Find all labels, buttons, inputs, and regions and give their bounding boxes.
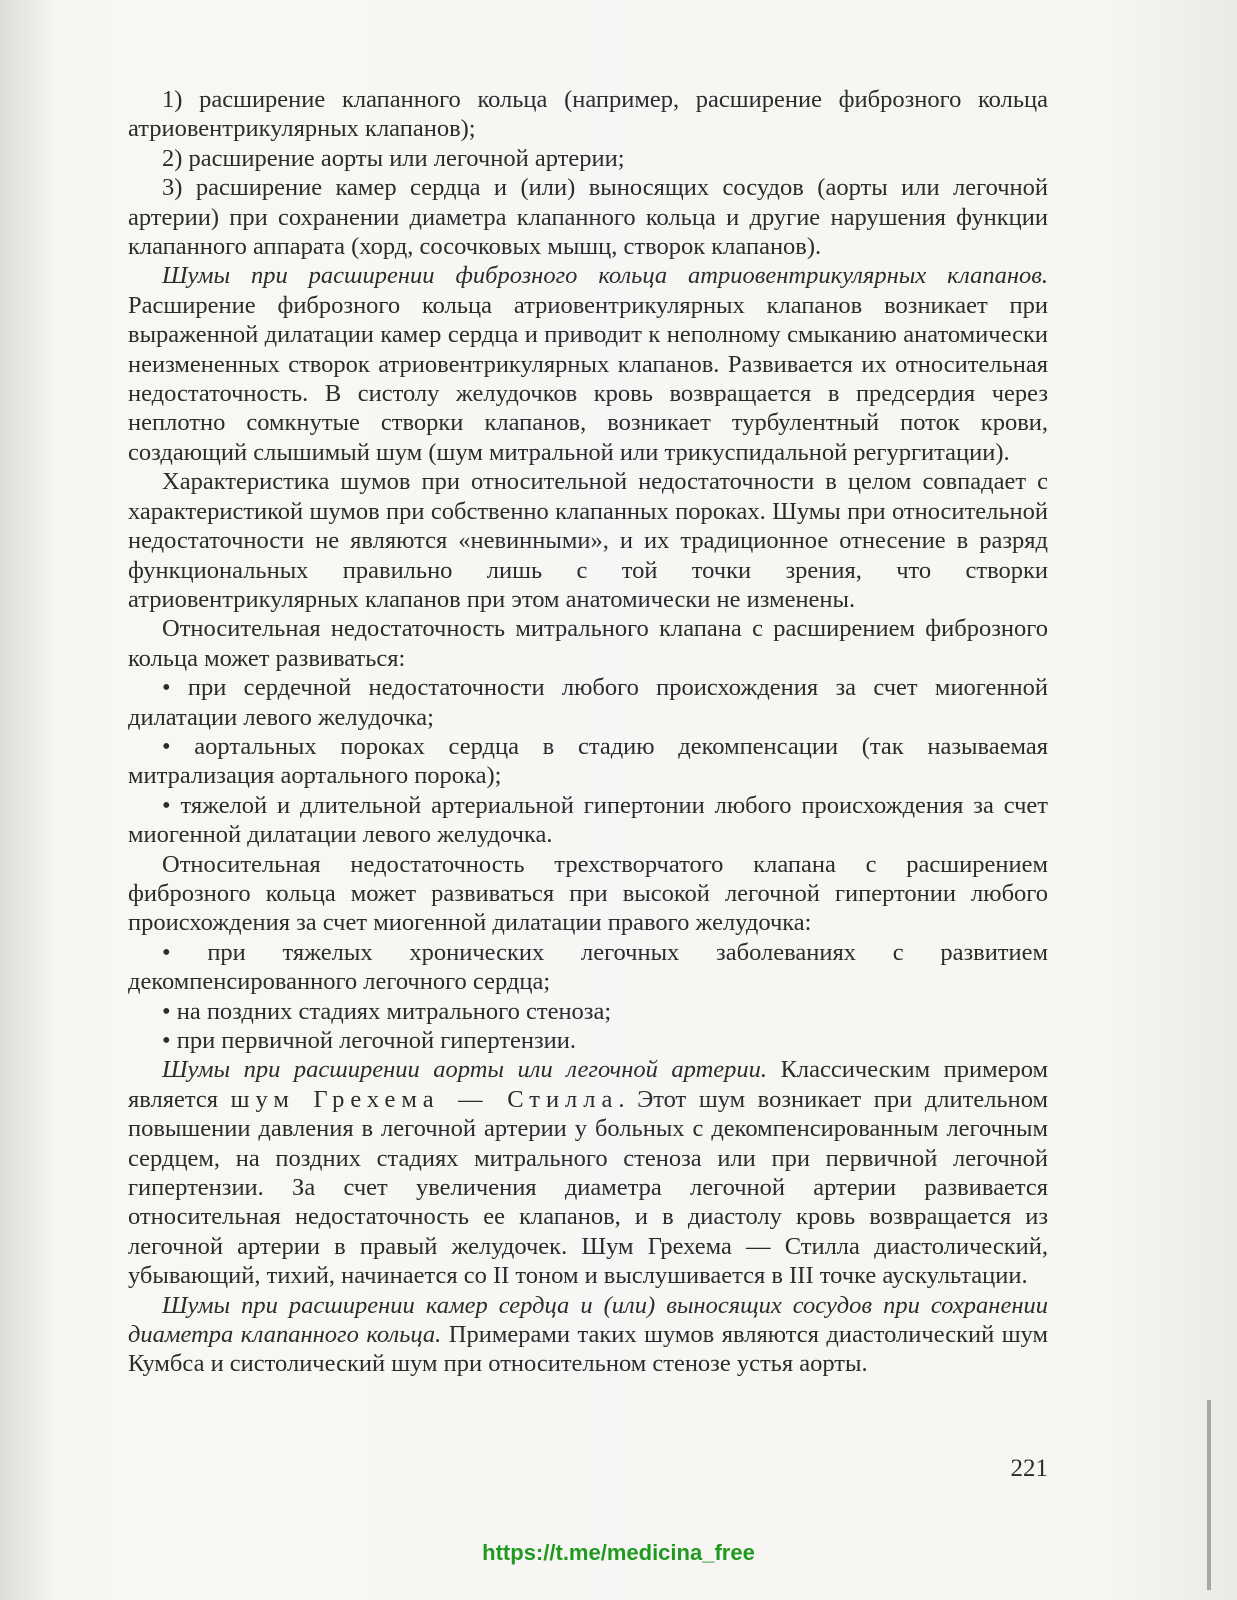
paragraph-body: Расширение фиброзного кольца атриовентрикулярных клапанов возникает при выраженной дилатации камер сердца и приводит к неполному смыканию анатомически неизмененных створок атриовентрикулярных клапанов. Развивается их относительная недостаточность. В систолу желудочков кровь возвращается в предсердия через неплотно сомкнутые створки клапанов, возникает турбулентный поток крови, создающий слышимый шум (шум митральной или трикуспидальной регургитации). (128, 291, 1048, 466)
paragraph-list-item-3: 3) расширение камер сердца и (или) выносящих сосудов (аорты или легочной артерии) при сохранении диаметра клапанного кольца и другие нарушения функции клапанного аппарата (хорд, сосочковых мышц, створок клапанов). (128, 174, 1048, 261)
paragraph-body: Примерами таких шумов являются диастолический шум Кумбса и систолический шум при относительном стенозе устья аорты. (128, 1321, 1048, 1378)
spaced-term: шум Грехема — Стилла (230, 1085, 619, 1113)
footer-link[interactable]: https://t.me/medicina_free (482, 1540, 755, 1565)
bullet-item: • тяжелой и длительной артериальной гипертонии любого происхождения за счет миогенной дилатации левого желудочка. (128, 791, 1048, 849)
paragraph-fibrous-ring-murmurs (128, 261, 1048, 467)
paragraph-mitral-insufficiency: Относительная недостаточность митрального клапана с расширением фиброзного кольца может развиваться: (128, 615, 1048, 672)
bullet-item: • на поздних стадиях митрального стеноза; (162, 997, 612, 1025)
paragraph-tricuspid-insufficiency: Относительная недостаточность трехстворчатого клапана с расширением фиброзного кольца может развиваться при высокой легочной гипертонии любого происхождения за счет миогенной дилатации правого желудочка: (128, 850, 1048, 937)
paragraph-aorta-pulmonary-murmurs (128, 1055, 1048, 1290)
bullet-item: • аортальных пороках сердца в стадию декомпенсации (так называемая митрализация аортального порока); (128, 732, 1048, 790)
page-number: 221 (1010, 1455, 1048, 1482)
italic-heading: Шумы при расширении фиброзного кольца атриовентрикулярных клапанов. (162, 262, 1048, 290)
paragraph-chamber-dilation-murmurs (128, 1291, 1048, 1379)
italic-heading: Шумы при расширении аорты или легочной артерии. (162, 1056, 768, 1084)
bullet-item: • при первичной легочной гипертензии. (162, 1027, 576, 1054)
italic-heading: Шумы при расширении камер сердца и (или) выносящих сосудов при сохранении диаметра клапанного кольца. (128, 1291, 1048, 1349)
paragraph-body: Классическим примером является (128, 1056, 1048, 1113)
paragraph-list-item-1: 1) расширение клапанного кольца (например, расширение фиброзного кольца атриовентрикулярных клапанов); (128, 86, 1048, 143)
body-text (128, 85, 1048, 1379)
paragraph-characteristics: Характеристика шумов при относительной недостаточности в целом совпадает с характеристикой шумов при собственно клапанных пороках. Шумы при относительной недостаточности не являются «невинными», и их традиционное отнесение в разряд функциональных правильно лишь с той точки зрения, что створки атриовентрикулярных клапанов при этом анатомически не изменены. (128, 468, 1048, 613)
paragraph-body: . Этот шум возникает при длительном повышении давления в легочной артерии у больных с декомпенсированным легочным сердцем, на поздних стадиях митрального стеноза или при первичной легочной гипертензии. За счет увеличения диаметра легочной артерии развивается относительная недостаточность ее клапанов, и в диастолу кровь возвращается из легочной артерии в правый желудочек. Шум Грехема — Стилла диастолический, убывающий, тихий, начинается со II тоном и выслушивается в III точке аускультации. (128, 1085, 1048, 1290)
bullet-item: • при сердечной недостаточности любого происхождения за счет миогенной дилатации левого желудочка; (128, 674, 1048, 731)
paragraph-list-item-2: 2) расширение аорты или легочной артерии; (162, 144, 625, 172)
bullet-item: • при тяжелых хронических легочных заболеваниях с развитием декомпенсированного легочного сердца; (128, 938, 1048, 996)
page-gutter-shadow (0, 0, 55, 1600)
